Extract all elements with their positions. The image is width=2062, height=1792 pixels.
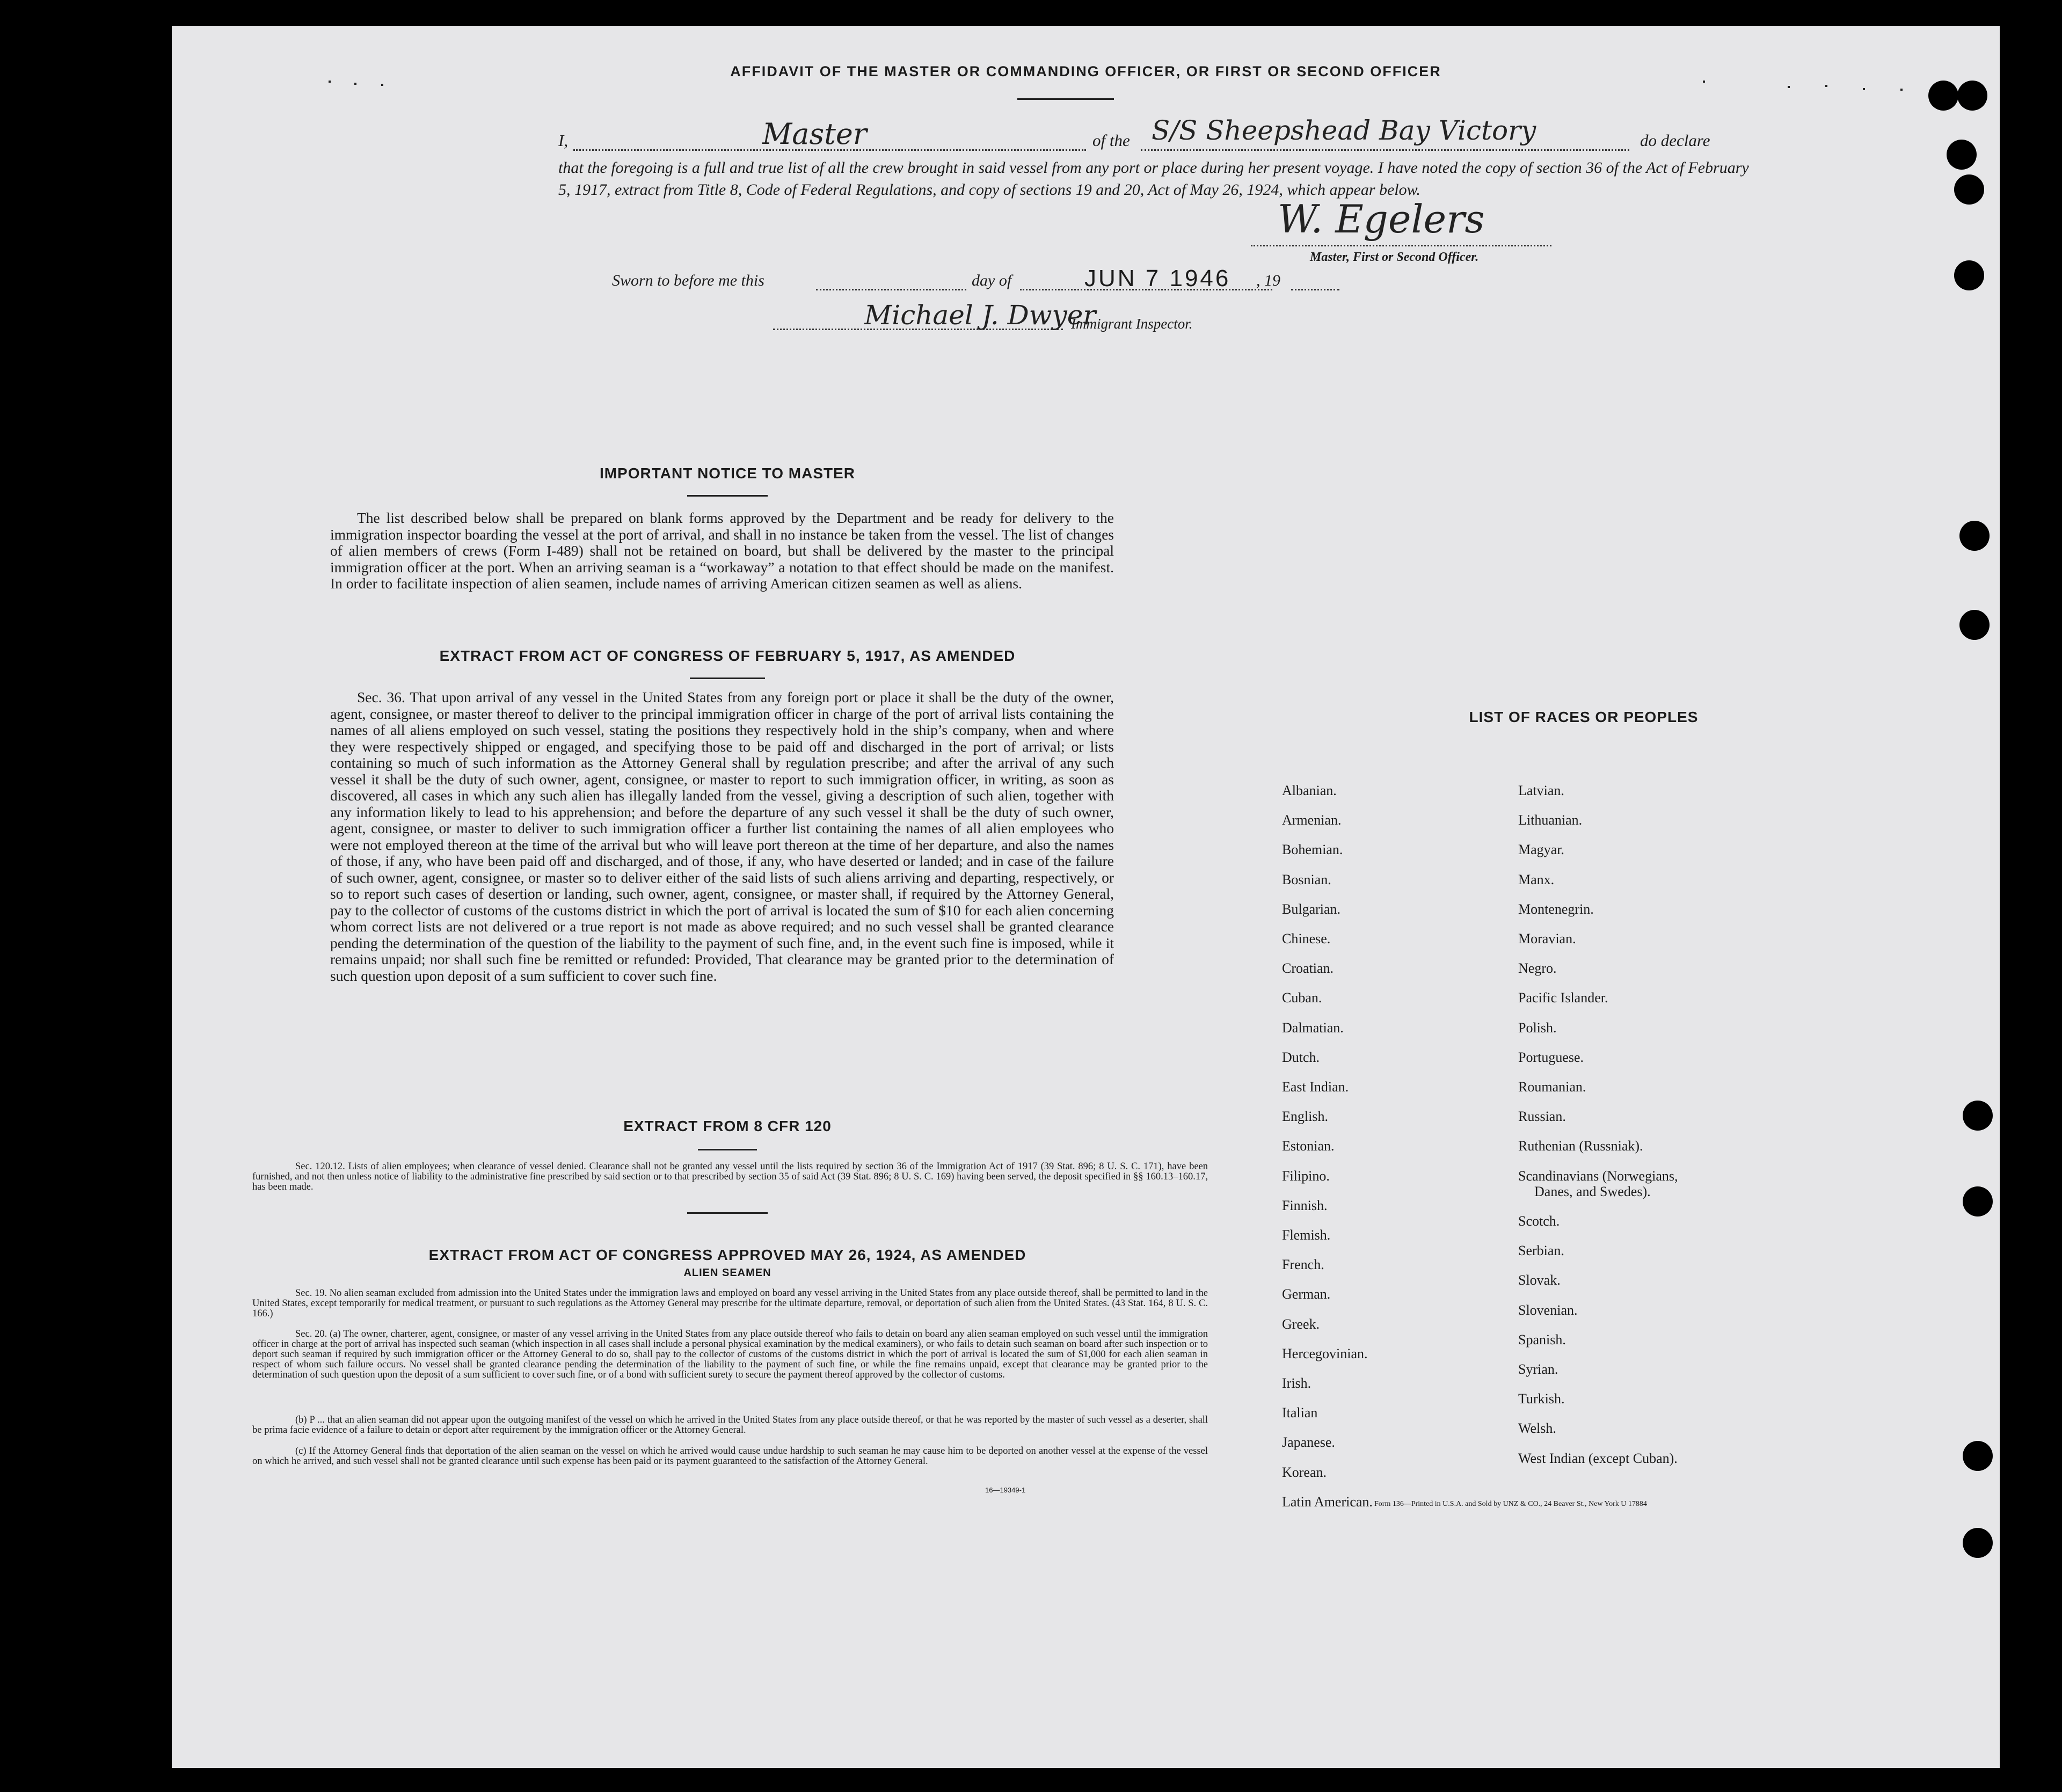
sworn-day-blank	[816, 289, 966, 290]
race-item: Bosnian.	[1282, 871, 1331, 887]
inspector-signature: Michael J. Dwyer	[864, 300, 1096, 331]
affidavit-body: that the foregoing is a full and true list of all the crew brought in said vessel from any port or place during her present voyage. I have noted the copy of section 36 of the Act of February 5, 1917, extract from Title 8, Code of Federal Regulations, and copy of sections 19 and 20, Act of May 26, 1924, which appear below.	[558, 159, 1749, 199]
race-item: Slovak.	[1518, 1272, 1561, 1288]
race-item: Albanian.	[1282, 783, 1337, 798]
speck	[1703, 81, 1705, 83]
extract-cfr-body: Sec. 120.12. Lists of alien employees; when clearance of vessel denied. Clearance shall not be granted any vessel until the lists required by section 36 of the Immigration Act of 1917 (39 Stat. 896; 8 U. S. C. 171), have been furnished, and not then unless notice of liability to the administrative fine prescribed by said section or to that prescribed by section 35 of said Act (39 Stat. 896; 8 U. S. C. 169) having been served, the deposit specified in §§ 160.13–160.17, has been made.	[252, 1161, 1208, 1192]
race-item: Montenegrin.	[1518, 901, 1594, 917]
race-item: Latin American.	[1282, 1494, 1373, 1510]
signature-caption: Master, First or Second Officer.	[1310, 250, 1479, 264]
extract-1924-sec20c: (c) If the Attorney General finds that deportation of the alien seaman on the vessel on which he arrived would cause undue hardship to such seaman he may cause him to be deported on another vessel at the expense of the vessel on which he arrived, and such vessel shall not be granted clearance until such expense has been paid or its payment guaranteed to the satisfaction of the Attorney General.	[252, 1446, 1208, 1467]
race-item: Scandinavians (Norwegians,	[1518, 1168, 1678, 1184]
race-item: Danes, and Swedes).	[1534, 1183, 1651, 1199]
notice-body: The list described below shall be prepared on blank forms approved by the Department and be ready for delivery to the immigration inspector boarding the vessel at the port of arrival, and shall in no instance be taken from the vessel. The list of changes of alien members of crews (Form I-489) shall not be retained on board, but shall be delivered by the master to the principal immigration officer at the port. When an arriving seaman is a “workaway” a notation to that effect should be made on the manifest. In order to facilitate inspection of alien seamen, include names of arriving American citizen seamen as well as aliens.	[330, 509, 1114, 592]
race-item: West Indian (except Cuban).	[1518, 1450, 1678, 1466]
race-item: Negro.	[1518, 960, 1557, 977]
race-item: Roumanian.	[1518, 1079, 1586, 1095]
race-item: Moravian.	[1518, 931, 1576, 946]
race-item: Spanish.	[1518, 1331, 1566, 1347]
race-item: Magyar.	[1518, 842, 1564, 858]
line1-suffix: do declare	[1640, 131, 1710, 150]
binder-hole	[1957, 81, 1987, 111]
race-item: Korean.	[1282, 1464, 1327, 1480]
binder-hole	[1963, 1441, 1993, 1471]
race-item: Welsh.	[1518, 1421, 1556, 1437]
race-item: Scotch.	[1518, 1213, 1560, 1229]
race-item: Greek.	[1282, 1316, 1320, 1332]
race-item: Ruthenian (Russniak).	[1518, 1138, 1643, 1154]
affidavit-title: AFFIDAVIT OF THE MASTER OR COMMANDING OFFICER, OR FIRST OR SECOND OFFICER	[730, 63, 1441, 79]
extract-1924-subtitle: ALIEN SEAMEN	[683, 1267, 771, 1279]
race-item: Flemish.	[1282, 1227, 1331, 1243]
title-rule	[1017, 98, 1114, 100]
race-item: Dalmatian.	[1282, 1019, 1344, 1036]
speck	[1788, 86, 1790, 88]
extract-cfr-title: EXTRACT FROM 8 CFR 120	[623, 1118, 832, 1134]
race-item: Latvian.	[1518, 783, 1564, 798]
race-item: Manx.	[1518, 871, 1555, 887]
document-page	[172, 26, 2000, 1768]
race-item: Lithuanian.	[1518, 812, 1583, 828]
extract-1917-body: Sec. 36. That upon arrival of any vessel in the United States from any foreign port or place it shall be the duty of the owner, agent, consignee, or master thereof to deliver to the principal immigration officer in charge of the port of arrival lists containing the names of all aliens employed on such vessel, stating the positions they respectively hold in the ship’s company, when and where they were respectively shipped or engaged, and specifying those to be paid off and discharged in the port of arrival; or lists containing so much of such information as the Attorney General shall by regulation prescribe; and after the arrival of any such vessel it shall be the duty of such owner, agent, consignee, or master to report to such immigration officer, in writing, as soon as discovered, all cases in which any such alien has illegally landed from the vessel, giving a description of such alien, together with any information likely to lead to his apprehension; and before the departure of any such vessel it shall be the duty of such owner, agent, consignee, or master to deliver to such immigration officer a further list containing the names of all alien employees who were not employed thereon at the time of the arrival but who will leave port thereon at the time of her departure, and also the names of those, if any, who have been paid off and discharged, and of those, if any, who have deserted or landed; and in case of the failure of such owner, agent, consignee, or master so to deliver either of the said lists of such aliens arriving and departing, respectively, or so to report such cases of desertion or landing, such owner, agent, consignee, or master shall, if required by the Attorney General, pay to the collector of customs of the customs district in which the port of arrival is located the sum of $10 for each alien concerning whom correct lists are not delivered or a true report is not made as above required; and no such vessel shall be granted clearance pending the determination of the question of the liability to the payment of such fine, and, in the event such fine is imposed, while it remains unpaid; nor shall such fine be remitted or refunded: Provided, That clearance may be granted prior to the determination of such question upon deposit of a sum sufficient to cover such fine.	[330, 689, 1114, 984]
affidavit-declaration-line	[558, 115, 1761, 154]
race-item: Hercegovinian.	[1282, 1345, 1368, 1361]
notice-title: IMPORTANT NOTICE TO MASTER	[599, 465, 856, 482]
signature-line	[1251, 245, 1551, 246]
line1-of: of the	[1092, 131, 1130, 150]
sworn-prefix: Sworn to before me this	[612, 272, 764, 289]
race-item: Bulgarian.	[1282, 901, 1341, 917]
extract-1917-title: EXTRACT FROM ACT OF CONGRESS OF FEBRUARY 5, 1917, AS AMENDED	[439, 647, 1016, 664]
speck	[1900, 89, 1903, 91]
binder-hole	[1959, 610, 1990, 640]
race-item: Estonian.	[1282, 1138, 1335, 1154]
extract-cfr-rule	[698, 1149, 757, 1150]
speck	[329, 81, 331, 83]
race-item: German.	[1282, 1286, 1331, 1302]
year-suffix: , 19	[1256, 272, 1280, 289]
master-handwritten: Master	[762, 117, 867, 151]
race-item: Chinese.	[1282, 931, 1331, 946]
binder-hole	[1947, 140, 1977, 170]
extract-1917-rule	[690, 678, 765, 679]
document-number: 16—19349-1	[985, 1486, 1026, 1494]
inspector-line	[773, 300, 1417, 337]
vessel-blank	[1141, 149, 1629, 151]
sworn-day-of: day of	[972, 272, 1012, 289]
binder-hole	[1963, 1528, 1993, 1558]
races-title: LIST OF RACES OR PEOPLES	[1469, 709, 1699, 725]
extract-1924-sec20a: Sec. 20. (a) The owner, charterer, agent, consignee, or master of any vessel arriving in the United States from any place outside thereof who fails to detain on board any alien seaman employed on such vessel until the immigration officer in charge at the port of arrival has inspected such seaman (which inspection in all cases shall include a personal physical examination by the medical examiners), or who fails to detain such seaman on board after such inspection or to deport such seaman if required by such immigration officer or the Attorney General to do so, shall pay to the collector of customs of the customs district in which the port of arrival is located the sum of $1,000 for each alien seaman in respect of whom such failure occurs. No vessel shall be granted clearance pending the determination of the liability to the payment of such fine, or while the fine remains unpaid, except that clearance may be granted prior to the determination of such question upon the deposit of a sum sufficient to cover such fine, or of a bond with sufficient surety to secure the payment thereof approved by the collector of customs.	[252, 1329, 1208, 1380]
race-item: Japanese.	[1282, 1434, 1335, 1451]
race-item: Syrian.	[1518, 1361, 1558, 1377]
speck	[381, 84, 383, 86]
binder-hole	[1954, 174, 1984, 205]
binder-hole	[1928, 81, 1958, 111]
sworn-line	[612, 267, 1417, 294]
notice-rule	[687, 495, 768, 497]
race-item: Italian	[1282, 1405, 1318, 1421]
sworn-year-blank	[1291, 289, 1339, 290]
extract-1924-sec20b: (b) P ... that an alien seaman did not appear upon the outgoing manifest of the vessel on which he arrived in the United States from any place outside thereof, or that he was reported by the master of such vessel as a deserter, shall be prima facie evidence of a failure to detain or deport after requirement by the immigration officer or the Attorney General.	[252, 1415, 1208, 1436]
speck	[1863, 88, 1865, 90]
binder-hole	[1959, 521, 1990, 551]
race-item: French.	[1282, 1257, 1324, 1273]
extract-1924-title: EXTRACT FROM ACT OF CONGRESS APPROVED MAY 26, 1924, AS AMENDED	[428, 1247, 1026, 1263]
race-item: Polish.	[1518, 1019, 1557, 1036]
extract-1924-sec19: Sec. 19. No alien seaman excluded from admission into the United States under the immigration laws and employed on board any vessel arriving in the United States from any place outside thereof, shall be permitted to land in the United States, except temporarily for medical treatment, or pursuant to such regulations as the Attorney General may prescribe for the ultimate departure, removal, or deportation of such alien from the United States. (43 Stat. 164, 8 U. S. C. 166.)	[252, 1288, 1208, 1319]
vessel-handwritten: S/S Sheepshead Bay Victory	[1152, 115, 1536, 146]
race-item: Armenian.	[1282, 812, 1342, 828]
race-item: Russian.	[1518, 1109, 1566, 1125]
race-item: East Indian.	[1282, 1079, 1349, 1095]
race-item: Pacific Islander.	[1518, 990, 1608, 1006]
line1-prefix: I,	[558, 131, 569, 150]
master-signature: W. Egelers	[1278, 196, 1485, 242]
race-item: Filipino.	[1282, 1168, 1330, 1184]
speck	[354, 83, 356, 85]
race-item: Finnish.	[1282, 1197, 1328, 1213]
race-item: Croatian.	[1282, 960, 1334, 977]
inspector-caption: Immigrant Inspector.	[1071, 316, 1193, 332]
speck	[1825, 85, 1827, 87]
form-note: Form 136—Printed in U.S.A. and Sold by UNZ & CO., 24 Beaver St., New York U 17884	[1374, 1500, 1647, 1508]
race-item: Dutch.	[1282, 1049, 1320, 1065]
race-item: Serbian.	[1518, 1243, 1564, 1259]
binder-hole	[1954, 260, 1984, 290]
race-item: English.	[1282, 1109, 1328, 1125]
binder-hole	[1963, 1186, 1993, 1216]
binder-hole	[1963, 1101, 1993, 1131]
race-item: Bohemian.	[1282, 842, 1343, 858]
race-item: Cuban.	[1282, 990, 1322, 1006]
race-item: Slovenian.	[1518, 1302, 1578, 1318]
date-stamp: JUN 7 1946	[1084, 265, 1231, 292]
race-item: Turkish.	[1518, 1391, 1565, 1407]
race-item: Irish.	[1282, 1375, 1311, 1391]
cfr-end-rule	[687, 1212, 768, 1214]
race-item: Portuguese.	[1518, 1049, 1584, 1065]
